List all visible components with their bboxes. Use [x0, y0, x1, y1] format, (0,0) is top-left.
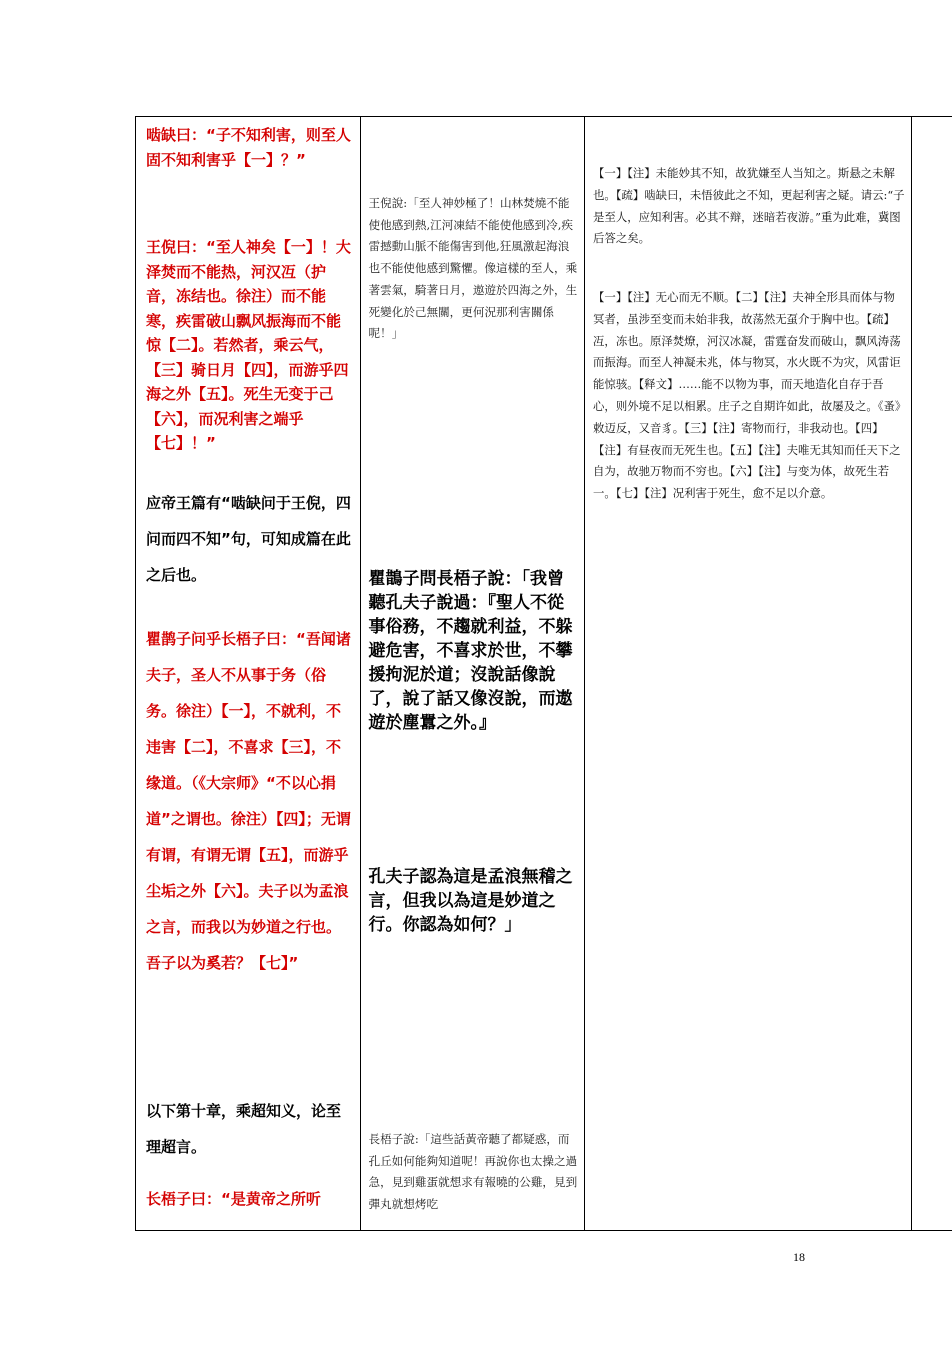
annotation-column [585, 117, 912, 1231]
translation-block: 長梧子說:「這些話黃帝聽了都疑惑，而孔丘如何能夠知道呢！再說你也太操之過急，見到雞蛋就想求有報曉的公雞，見到彈丸就想烤吃 [368, 1132, 578, 1212]
translation-block: 瞿鵲子問長梧子說：「我曾聽孔夫子說過：『聖人不從事俗務，不趨就利益，不躲避危害，不喜求於世，不攀援拘泥於道；沒說話像說了，說了話又像沒說，而遨遊於塵囂之外。』 [368, 569, 573, 733]
translation-block: 王倪說:「至人神妙極了！山林焚燒不能使他感到熱,江河凍結不能使他感到冷,疾雷撼動山脈不能傷害到他,狂風激起海浪也不能使他感到驚懼。像這樣的至人，乘著雲氣，騎著日月，遨遊於四海之外，生死變化於己無關，更何況那利害關係呢！」 [368, 196, 578, 341]
original-text-block: 长梧子曰：“是黄帝之所听 [146, 1190, 321, 1208]
original-text-block: 王倪曰：“至人神矣【一】！大泽焚而不能热，河汉冱（护音，冻结也。徐注）而不能寒，疾雷破山飘风振海而不能惊【二】。若然者，乘云气，【三】骑日月【四】，而游乎四海之外【五】。死生无变于己【六】，而况利害之端乎【七】！” [146, 238, 351, 452]
annotation-block: 【一】【注】无心而无不顺。【二】【注】夫神全形具而体与物冥者，虽涉至变而未始非我，故荡然无虿介于胸中也。【疏】冱，冻也。原泽焚燎，河汉冰凝，雷霆奋发而破山，飘风涛荡而振海。而至人神凝未兆，体与物冥，水火既不为灾，风雷讵能惊骇。【释文】……能不以物为事，而天地造化自存于吾心，则外境不足以相累。庄子之自期许如此，故屡及之。《蚤》敕迈反，又音豸。【三】【注】寄物而行，非我动也。【四】【注】有昼夜而无死生也。【五】【注】夫唯无其知而任天下之自为，故驰万物而不穷也。【六】【注】与变为体，故死生若一。【七】【注】况利害于死生，愈不足以介意。 [593, 290, 901, 501]
annotation-block: 【一】【注】未能妙其不知，故犹嫌至人当知之。斯悬之未解也。【疏】啮缺曰，未悟彼此之不知，更起利害之疑。请云:“子是至人，应知利害。必其不辩，迷暗若夜游。”重为此难，冀图后答之矣。 [593, 166, 905, 246]
commentary-note: 以下第十章，乘超知义，论至理超言。 [146, 1102, 342, 1156]
translation-column [360, 117, 585, 1231]
translation-block: 孔夫子認為這是孟浪無稽之言，但我以為這是妙道之行。你認為如何？」 [368, 867, 573, 935]
page-number: 18 [793, 1250, 805, 1264]
text-comparison-table [135, 116, 952, 1231]
original-text-column [136, 117, 361, 1231]
original-text-block: 啮缺曰：“子不知利害，则至人固不知利害乎【一】？” [146, 126, 351, 169]
empty-column [912, 117, 952, 1231]
commentary-note: 应帝王篇有“啮缺问于王倪，四问而四不知”句，可知成篇在此之后也。 [146, 494, 351, 584]
original-text-block: 瞿鹊子问乎长梧子曰：“吾闻诸夫子，圣人不从事于务（俗务。徐注）【一】，不就利，不违害【二】，不喜求【三】，不缘道。（《大宗师》“不以心捐道”之谓也。徐注）【四】；无谓有谓，有谓无谓【五】，而游乎尘垢之外【六】。夫子以为孟浪之言，而我以为妙道之行也。吾子以为奚若？【七】” [146, 630, 351, 972]
